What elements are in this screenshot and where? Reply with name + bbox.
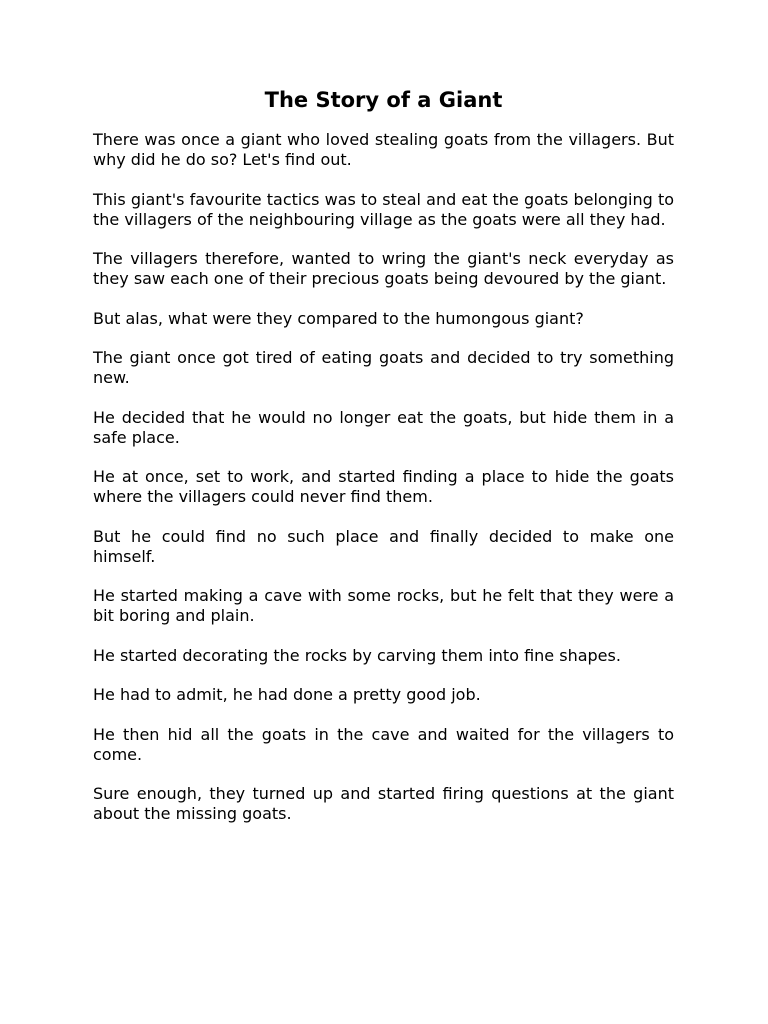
story-paragraph: But alas, what were they compared to the humongous giant? [93,308,584,328]
story-paragraph: He had to admit, he had done a pretty good job. [93,685,481,704]
story-paragraph: He at once, set to work, and started finding a place to hide the goats where the villagers could never find them. [93,467,674,506]
story-paragraph: But he could find no such place and finally decided to make one himself. [93,526,674,566]
story-body [93,130,674,824]
story-paragraph: He started decorating the rocks by carving them into fine shapes. [93,645,621,665]
story-paragraph: There was once a giant who loved stealing goats from the villagers. But why did he do so? Let's find out. [93,130,674,169]
story-paragraph: This giant's favourite tactics was to steal and eat the goats belonging to the villagers of the neighbouring village as the goats were all they had. [93,189,674,229]
story-paragraph: Sure enough, they turned up and started firing questions at the giant about the missing goats. [93,784,674,823]
story-paragraph: He started making a cave with some rocks, but he felt that they were a bit boring and plain. [93,586,674,625]
document-page [93,86,674,844]
document-title: The Story of a Giant [264,88,503,112]
story-paragraph: The giant once got tired of eating goats and decided to try something new. [93,348,674,387]
story-paragraph: He decided that he would no longer eat the goats, but hide them in a safe place. [93,407,674,447]
story-paragraph: The villagers therefore, wanted to wring the giant's neck everyday as they saw each one of their precious goats being devoured by the giant. [93,249,674,288]
story-paragraph: He then hid all the goats in the cave and waited for the villagers to come. [93,724,674,764]
